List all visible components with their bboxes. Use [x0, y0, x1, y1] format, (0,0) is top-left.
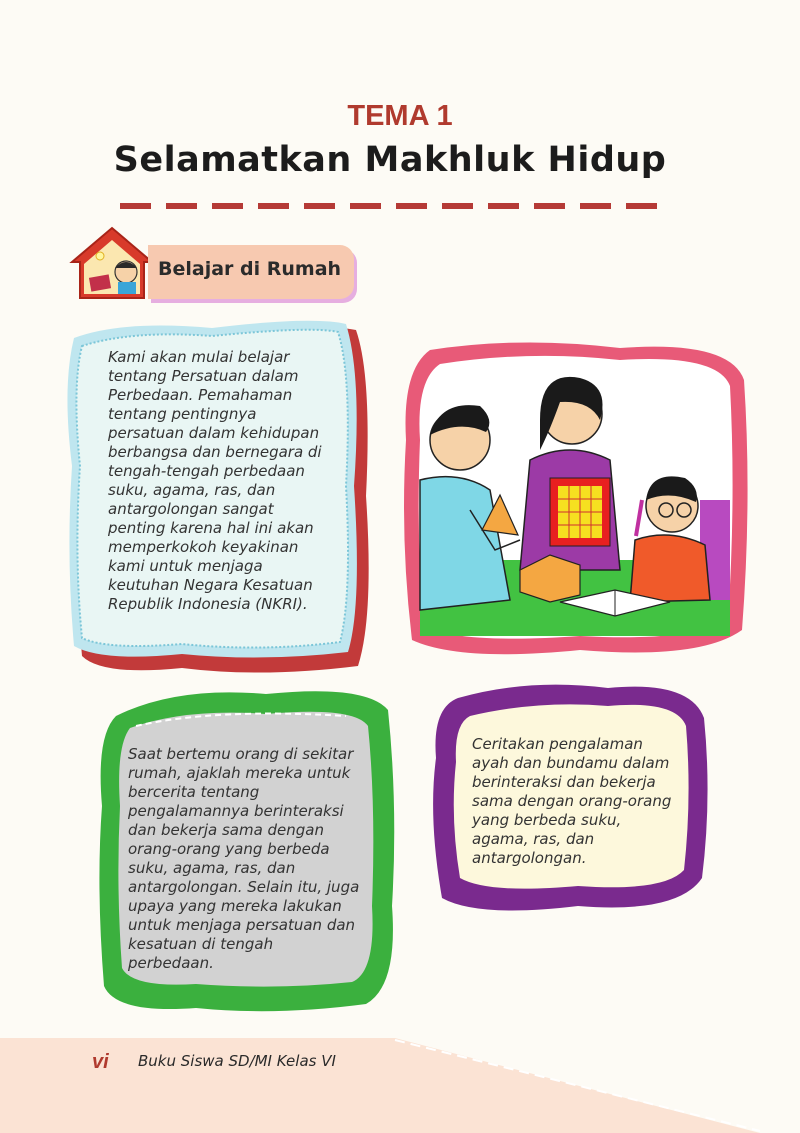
book-title: Buku Siswa SD/MI Kelas VI	[138, 1052, 336, 1070]
title-divider	[120, 203, 660, 209]
footer-band	[0, 1038, 800, 1133]
page-title: Selamatkan Makhluk Hidup	[113, 140, 667, 180]
activity-paragraph: Saat bertemu orang di sekitar rumah, ajaklah mereka untuk bercerita tentang pengalamannya berinteraksi dan bekerja sama dengan orang-orang yang berbeda suku, agama, ras, dan antargolongan. Selain itu, juga upaya yang mereka lakukan untuk menjaga persatuan dan kesatuan di tengah perbedaan.	[128, 745, 360, 972]
story-paragraph: Ceritakan pengalaman ayah dan bundamu dalam berinteraksi dan bekerja sama dengan orang-orang yang berbeda suku, agama, ras, dan antargolongan.	[472, 735, 672, 867]
section-label: Belajar di Rumah	[158, 258, 342, 280]
intro-paragraph: Kami akan mulai belajar tentang Persatuan dalam Perbedaan. Pemahaman tentang pentingnya persatuan dalam kehidupan berbangsa dan bernegara di tengah-tengah perbedaan suku, agama, ras, dan antargolongan sangat penting karena hal ini akan memperkokoh keyakinan kami untuk menjaga keutuhan Negara Kesatuan Republik Indonesia (NKRI).	[108, 348, 322, 613]
house-reading-icon	[66, 222, 158, 304]
family-learning-illustration	[400, 340, 750, 660]
page-number: vi	[92, 1051, 109, 1073]
theme-number: TEMA 1	[347, 100, 453, 132]
